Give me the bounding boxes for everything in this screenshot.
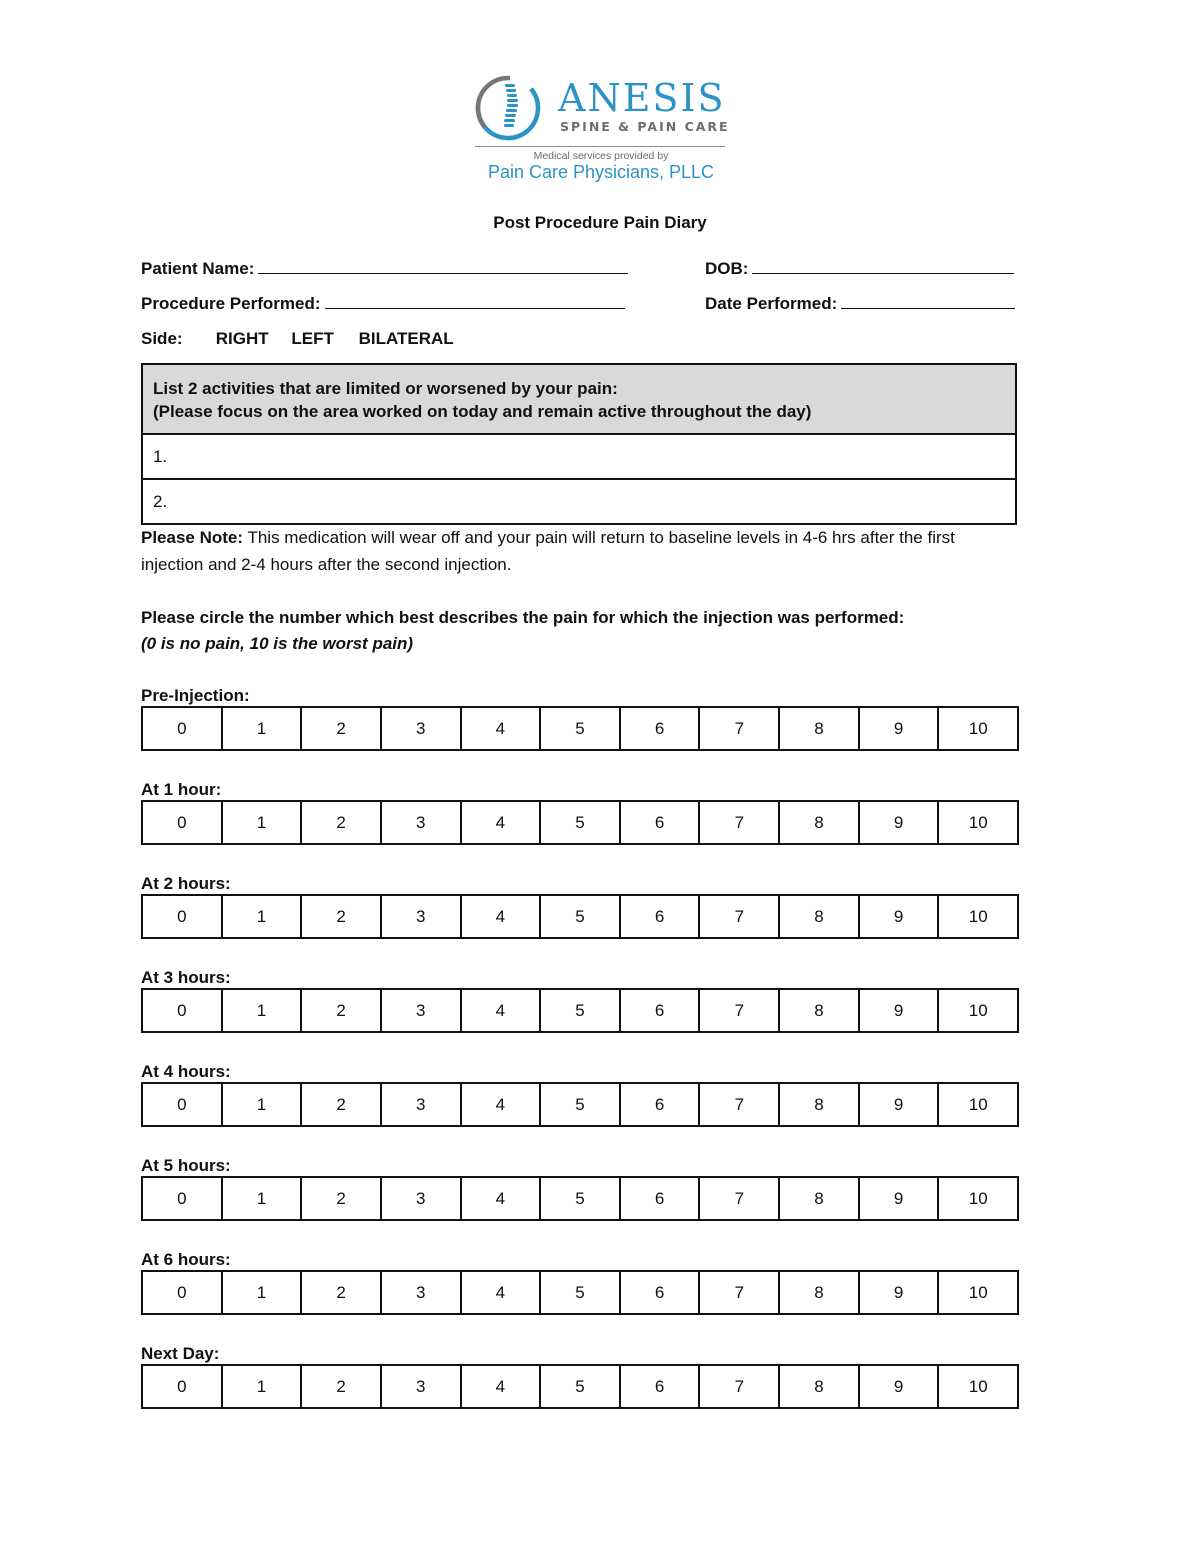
pain-score-1[interactable]: 1	[221, 708, 301, 749]
scale-label: At 4 hours:	[141, 1062, 231, 1081]
pain-scale	[141, 894, 1019, 939]
pain-scale	[141, 988, 1019, 1033]
pain-score-0[interactable]: 0	[177, 907, 187, 926]
pain-score-5[interactable]: 5	[539, 1366, 619, 1407]
pain-score-7[interactable]: 7	[698, 708, 778, 749]
pain-scale	[141, 706, 1019, 751]
pain-score-7[interactable]: 7	[698, 1178, 778, 1219]
side-selection	[141, 329, 454, 349]
pain-score-6[interactable]: 6	[619, 802, 699, 843]
pain-score-5[interactable]: 5	[539, 708, 619, 749]
pain-score-8[interactable]: 8	[778, 990, 858, 1031]
pain-score-5[interactable]: 5	[539, 1272, 619, 1313]
logo-divider	[475, 146, 725, 147]
scale-block	[141, 1250, 1021, 1315]
pain-score-7[interactable]: 7	[698, 896, 778, 937]
pain-score-9[interactable]: 9	[858, 896, 938, 937]
pain-score-0[interactable]: 0	[177, 1377, 187, 1396]
pain-score-5[interactable]: 5	[539, 802, 619, 843]
brand-name: ANESIS	[558, 76, 726, 120]
scale-block	[141, 1156, 1021, 1221]
brand-tagline: SPINE & PAIN CARE	[560, 119, 730, 134]
side-label: Side:	[141, 329, 183, 348]
spine-logo-icon	[472, 72, 552, 144]
activities-heading	[143, 365, 1015, 435]
pain-score-3[interactable]: 3	[380, 1366, 460, 1407]
pain-score-10[interactable]: 10	[937, 1178, 1017, 1219]
pain-score-2[interactable]: 2	[300, 1366, 380, 1407]
practice-logo	[472, 72, 730, 187]
pain-score-1[interactable]: 1	[221, 1272, 301, 1313]
pain-score-7[interactable]: 7	[698, 1084, 778, 1125]
pain-score-6[interactable]: 6	[619, 990, 699, 1031]
scale-block	[141, 968, 1021, 1033]
scale-block	[141, 780, 1021, 845]
pain-scale	[141, 1176, 1019, 1221]
note-text: This medication will wear off and your pain will return to baseline levels in 4-6 hrs after the first injection and 2-4 hours after the second injection.	[141, 528, 955, 574]
pain-score-3[interactable]: 3	[380, 1272, 460, 1313]
pain-score-7[interactable]: 7	[698, 990, 778, 1031]
pain-score-4[interactable]: 4	[460, 1366, 540, 1407]
pain-score-6[interactable]: 6	[619, 1178, 699, 1219]
pain-score-3[interactable]: 3	[380, 802, 460, 843]
pain-score-10[interactable]: 10	[937, 1084, 1017, 1125]
pain-score-4[interactable]: 4	[460, 1178, 540, 1219]
pain-score-2[interactable]: 2	[300, 1178, 380, 1219]
side-option-bilateral[interactable]: BILATERAL	[358, 329, 454, 348]
pain-score-10[interactable]: 10	[937, 896, 1017, 937]
side-option-right[interactable]: RIGHT	[215, 329, 269, 348]
pain-score-0[interactable]: 0	[177, 719, 187, 738]
dob-field[interactable]	[705, 259, 1014, 279]
note-label: Please Note:	[141, 528, 244, 547]
pain-score-4[interactable]: 4	[460, 1084, 540, 1125]
pain-scale	[141, 1364, 1019, 1409]
pain-score-9[interactable]: 9	[858, 1178, 938, 1219]
pain-score-3[interactable]: 3	[380, 1178, 460, 1219]
pain-score-5[interactable]: 5	[539, 1084, 619, 1125]
pain-score-9[interactable]: 9	[858, 1084, 938, 1125]
procedure-line[interactable]	[325, 294, 625, 309]
scale-label: At 5 hours:	[141, 1156, 231, 1175]
practice-name: Pain Care Physicians, PLLC	[487, 162, 715, 182]
pain-score-8[interactable]: 8	[778, 802, 858, 843]
page-title: Post Procedure Pain Diary	[493, 213, 707, 232]
pain-score-0[interactable]: 0	[177, 1001, 187, 1020]
pain-score-3[interactable]: 3	[380, 990, 460, 1031]
procedure-label: Procedure Performed:	[141, 294, 321, 313]
pain-score-9[interactable]: 9	[858, 802, 938, 843]
activity-row-2[interactable]: 2.	[143, 478, 1015, 523]
pain-score-7[interactable]: 7	[698, 802, 778, 843]
pain-score-5[interactable]: 5	[539, 896, 619, 937]
pain-scale	[141, 1082, 1019, 1127]
pain-score-0[interactable]: 0	[177, 1189, 187, 1208]
pain-score-9[interactable]: 9	[858, 708, 938, 749]
pain-score-2[interactable]: 2	[300, 1272, 380, 1313]
pain-score-6[interactable]: 6	[619, 896, 699, 937]
pain-score-10[interactable]: 10	[937, 1366, 1017, 1407]
scale-block	[141, 1344, 1021, 1409]
pain-score-8[interactable]: 8	[778, 1084, 858, 1125]
pain-score-1[interactable]: 1	[221, 802, 301, 843]
pain-score-1[interactable]: 1	[221, 990, 301, 1031]
dob-line[interactable]	[752, 259, 1014, 274]
pain-score-2[interactable]: 2	[300, 708, 380, 749]
pain-score-6[interactable]: 6	[619, 1366, 699, 1407]
patient-name-field[interactable]	[141, 259, 628, 279]
pain-score-6[interactable]: 6	[619, 1084, 699, 1125]
pain-score-0[interactable]: 0	[177, 1283, 187, 1302]
pain-score-8[interactable]: 8	[778, 896, 858, 937]
pain-scale	[141, 1270, 1019, 1315]
pain-score-10[interactable]: 10	[937, 1272, 1017, 1313]
pain-score-2[interactable]: 2	[300, 896, 380, 937]
patient-name-line[interactable]	[258, 259, 628, 274]
pain-score-4[interactable]: 4	[460, 896, 540, 937]
pain-scale	[141, 800, 1019, 845]
pain-score-4[interactable]: 4	[460, 1272, 540, 1313]
pain-score-2[interactable]: 2	[300, 1084, 380, 1125]
instruction-line2: (0 is no pain, 10 is the worst pain)	[141, 634, 414, 653]
pain-score-3[interactable]: 3	[380, 1084, 460, 1125]
pain-score-0[interactable]: 0	[177, 1095, 187, 1114]
pain-scale-instruction	[141, 605, 904, 657]
pain-score-8[interactable]: 8	[778, 708, 858, 749]
scale-label: Next Day:	[141, 1344, 220, 1363]
scale-label: At 3 hours:	[141, 968, 231, 987]
pain-score-7[interactable]: 7	[698, 1272, 778, 1313]
pain-score-10[interactable]: 10	[937, 708, 1017, 749]
pain-score-1[interactable]: 1	[221, 896, 301, 937]
side-option-left[interactable]: LEFT	[291, 329, 334, 348]
scale-label: At 2 hours:	[141, 874, 231, 893]
pain-score-4[interactable]: 4	[460, 802, 540, 843]
scale-label: Pre-Injection:	[141, 686, 250, 705]
pain-score-9[interactable]: 9	[858, 1272, 938, 1313]
pain-score-9[interactable]: 9	[858, 1366, 938, 1407]
instruction-line1: Please circle the number which best describes the pain for which the injection was performed:	[141, 608, 905, 627]
pain-score-8[interactable]: 8	[778, 1366, 858, 1407]
pain-score-6[interactable]: 6	[619, 1272, 699, 1313]
pain-score-3[interactable]: 3	[380, 708, 460, 749]
provided-by-text: Medical services provided by	[533, 150, 669, 162]
scale-block	[141, 686, 1021, 751]
pain-score-4[interactable]: 4	[460, 708, 540, 749]
scale-block	[141, 874, 1021, 939]
activity-row-1[interactable]: 1.	[153, 447, 168, 466]
activities-heading-line1: List 2 activities that are limited or worsened by your pain:	[153, 379, 618, 398]
date-performed-field[interactable]	[705, 294, 1015, 314]
pain-score-9[interactable]: 9	[858, 990, 938, 1031]
scale-block	[141, 1062, 1021, 1127]
pain-score-1[interactable]: 1	[221, 1366, 301, 1407]
scale-label: At 1 hour:	[141, 780, 222, 799]
pain-score-1[interactable]: 1	[221, 1084, 301, 1125]
pain-score-2[interactable]: 2	[300, 990, 380, 1031]
pain-score-2[interactable]: 2	[300, 802, 380, 843]
pain-score-5[interactable]: 5	[539, 990, 619, 1031]
pain-score-4[interactable]: 4	[460, 990, 540, 1031]
scale-label: At 6 hours:	[141, 1250, 231, 1269]
pain-score-10[interactable]: 10	[937, 802, 1017, 843]
pain-score-5[interactable]: 5	[539, 1178, 619, 1219]
activities-box	[141, 363, 1017, 525]
patient-name-label: Patient Name:	[141, 259, 255, 278]
pain-score-0[interactable]: 0	[177, 813, 187, 832]
pain-score-3[interactable]: 3	[380, 896, 460, 937]
medication-note	[141, 524, 1021, 578]
procedure-field[interactable]	[141, 294, 625, 314]
pain-score-7[interactable]: 7	[698, 1366, 778, 1407]
pain-score-8[interactable]: 8	[778, 1272, 858, 1313]
pain-score-6[interactable]: 6	[619, 708, 699, 749]
pain-score-10[interactable]: 10	[937, 990, 1017, 1031]
pain-score-8[interactable]: 8	[778, 1178, 858, 1219]
activities-heading-line2: (Please focus on the area worked on today and remain active throughout the day)	[153, 402, 812, 421]
dob-label: DOB:	[705, 259, 749, 278]
date-performed-line[interactable]	[841, 294, 1015, 309]
pain-score-1[interactable]: 1	[221, 1178, 301, 1219]
date-performed-label: Date Performed:	[705, 294, 838, 313]
